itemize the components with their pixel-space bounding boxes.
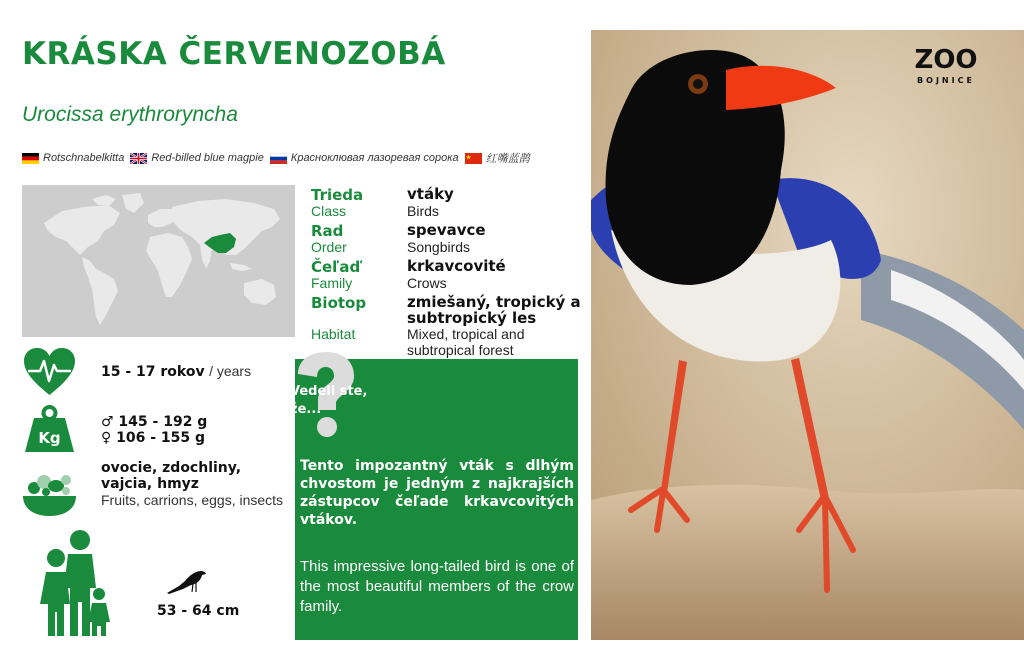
tax-sub-class: Class — [311, 203, 347, 219]
language-names — [22, 150, 582, 166]
latin-name: Urocissa erythroryncha — [22, 103, 238, 126]
taxonomy-table — [311, 185, 586, 358]
tax-value-order: spevavce — [407, 221, 486, 239]
family-icon — [36, 528, 116, 643]
did-you-know-text-sk: Tento impozantný vták s dlhým chvostom je jedným z najkrajších zástupcov čeľade krkavcovitých vtákov. — [300, 458, 574, 528]
tax-sub-habitat: Habitat — [311, 326, 356, 342]
weight-female: ♀ 106 - 155 g — [101, 430, 206, 446]
tax-value-class: vtáky — [407, 185, 454, 203]
lang-de-text: Rotschnabelkitta — [43, 152, 125, 164]
cn-flag-icon — [465, 153, 482, 164]
tax-label-family: Čeľaď — [311, 258, 361, 276]
did-you-know-text-en: This impressive long-tailed bird is one of the most beautiful members of the crow family. — [300, 558, 574, 615]
diet — [101, 460, 286, 508]
lifespan-value: 15 - 17 rokov — [101, 364, 205, 380]
taxonomy-row-order — [311, 222, 586, 258]
distribution-map — [22, 185, 295, 337]
tax-sub-family: Family — [311, 275, 353, 291]
bird-silhouette-icon — [165, 568, 207, 601]
lang-en-text: Red-billed blue magpie — [151, 152, 264, 164]
logo-main: ZOO — [914, 45, 978, 75]
lang-de — [22, 152, 124, 164]
lifespan-unit: / years — [209, 363, 252, 379]
taxonomy-row-family — [311, 258, 586, 294]
tax-value-habitat: zmiešaný, tropický a subtropický les — [407, 293, 581, 327]
tax-sub-order: Order — [311, 239, 347, 255]
lang-cn-text: 红嘴蓝鹊 — [485, 153, 530, 165]
tax-label-class: Trieda — [311, 186, 364, 204]
tax-value-en-order: Songbirds — [407, 239, 471, 255]
logo-sub: BOJNICE — [917, 76, 975, 85]
food-bowl-icon — [22, 466, 77, 523]
tax-label-habitat: Biotop — [311, 294, 367, 312]
heart-pulse-icon — [22, 347, 77, 402]
tax-value-en-family: Crows — [407, 275, 447, 291]
weight-male: ♂ 145 - 192 g — [101, 414, 208, 430]
taxonomy-row-habitat — [311, 293, 586, 358]
diet-sk: ovocie, zdochliny, vajcia, hmyz — [101, 460, 242, 492]
gb-flag-icon — [130, 153, 147, 164]
kg-weight-icon — [22, 404, 77, 459]
diet-en: Fruits, carrions, eggs, insects — [101, 492, 284, 508]
tax-label-order: Rad — [311, 222, 344, 240]
ru-flag-icon — [270, 153, 287, 164]
svg-text:Kg: Kg — [38, 429, 61, 447]
tax-value-en-class: Birds — [407, 203, 439, 219]
lifespan — [101, 363, 251, 380]
de-flag-icon — [22, 153, 39, 164]
lang-en — [130, 152, 264, 164]
tax-value-en-habitat: Mixed, tropical and subtropical forest — [407, 326, 525, 358]
lang-ru-text: Красноклювая лазоревая сорока — [290, 152, 459, 164]
tax-value-family: krkavcovité — [407, 257, 506, 275]
taxonomy-row-class — [311, 186, 586, 222]
lang-cn — [465, 150, 530, 166]
zoo-bojnice-logo — [904, 42, 988, 86]
bird-photo — [591, 30, 1024, 640]
size-value: 53 - 64 cm — [157, 603, 240, 619]
weight — [101, 414, 207, 446]
lang-ru — [270, 152, 459, 164]
did-you-know-heading: Vedeli ste, že... — [290, 384, 368, 417]
page-title: KRÁSKA ČERVENOZOBÁ — [22, 36, 446, 72]
